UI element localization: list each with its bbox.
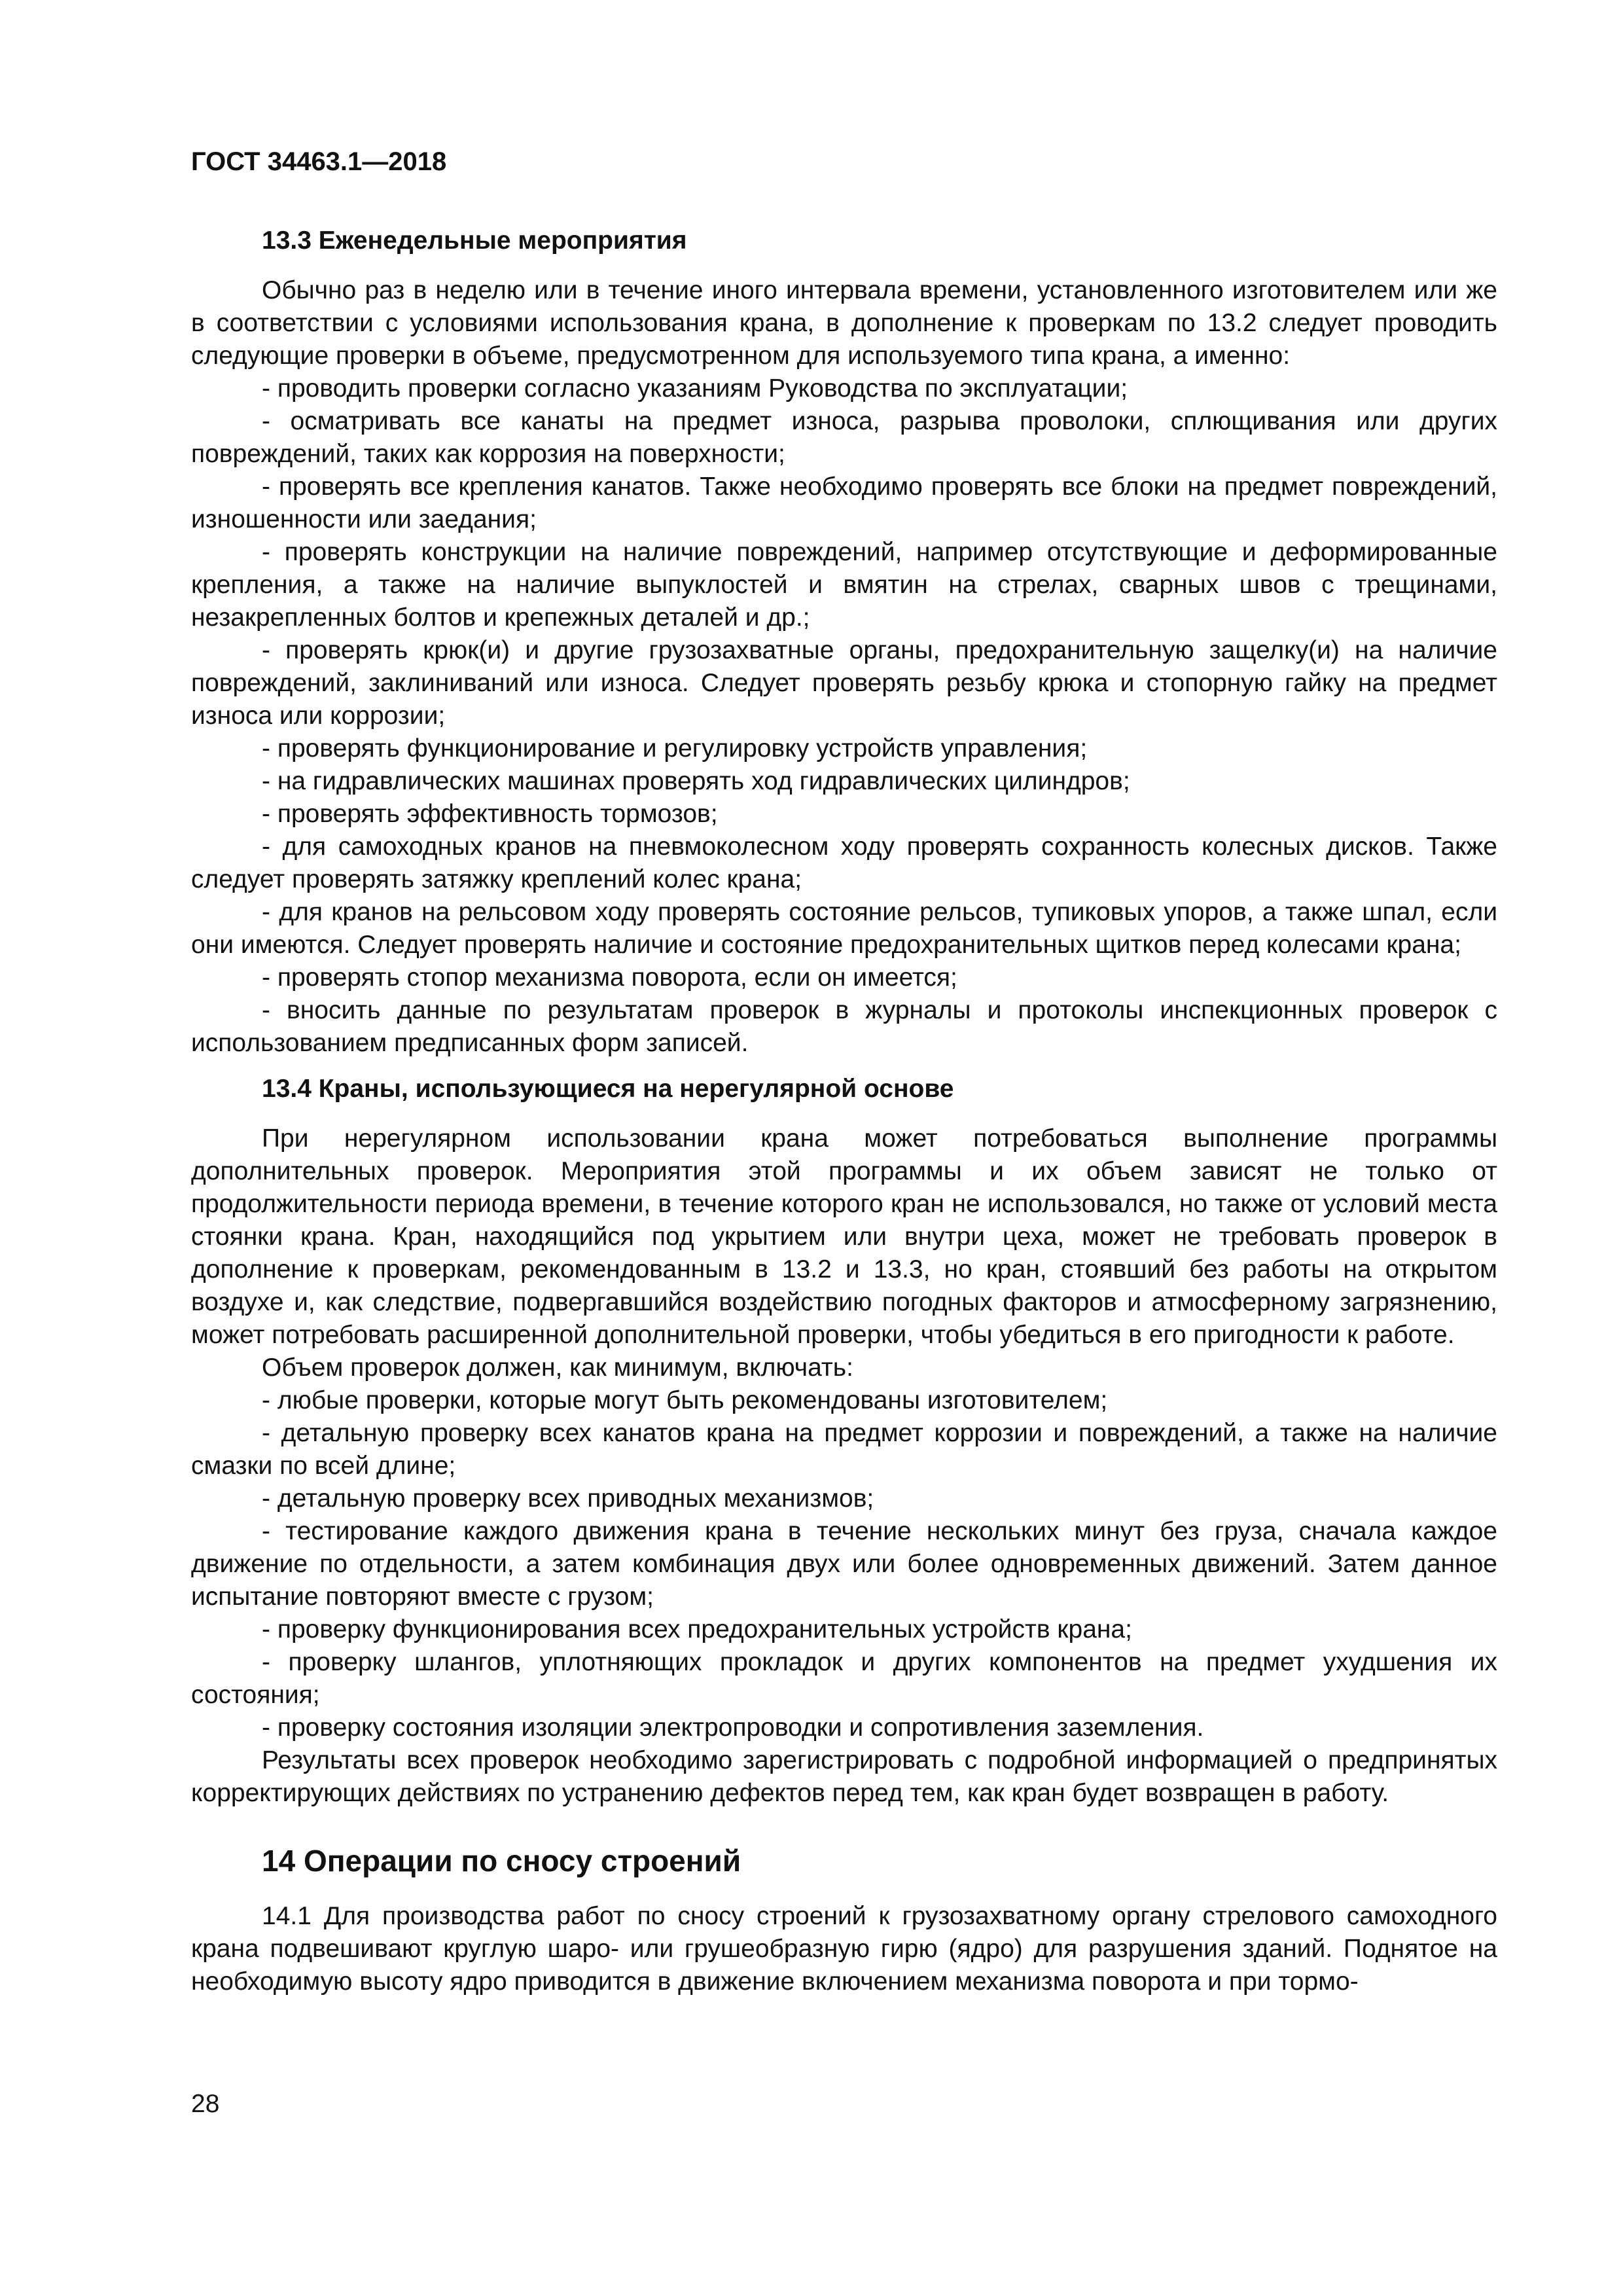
paragraph: - проверять все крепления канатов. Также необходимо проверять все блоки на предмет повреждений, изношенности или заедания; bbox=[191, 473, 1497, 533]
paragraph: - детальную проверку всех приводных механизмов; bbox=[262, 1484, 874, 1513]
paragraph: - проверять функционирование и регулировку устройств управления; bbox=[262, 734, 1088, 762]
paragraph: - тестирование каждого движения крана в течение нескольких минут без груза, сначала каждое движение по отдельности, а затем комбинация двух или более одновременных движений. Затем данное испытание повторяют вместе с грузом; bbox=[191, 1517, 1497, 1611]
paragraph: 14.1 Для производства работ по сносу строений к грузозахватному органу стрелового самоходного крана подвешивают круглую шаро- или грушеобразную гирю (ядро) для разрушения зданий. Поднятое на необходимую высоту ядро приводится в движение включением механизма поворота и при тормо- bbox=[191, 1902, 1497, 1996]
document-page bbox=[191, 0, 1497, 2296]
paragraph: - детальную проверку всех канатов крана на предмет коррозии и повреждений, а также на наличие смазки по всей длине; bbox=[191, 1419, 1497, 1480]
paragraph: - проверять стопор механизма поворота, если он имеется; bbox=[262, 963, 957, 992]
paragraph: Обычно раз в неделю или в течение иного интервала времени, установленного изготовителем или же в соответствии с условиями использования крана, в дополнение к проверкам по 13.2 следует проводить следующие проверки в объеме, предусмотренном для используемого типа крана, а именно: bbox=[191, 276, 1497, 370]
section-14-body bbox=[191, 1900, 1497, 1998]
paragraph: - любые проверки, которые могут быть рекомендованы изготовителем; bbox=[262, 1386, 1108, 1414]
paragraph: - проверку шлангов, уплотняющих прокладок и других компонентов на предмет ухудшения их состояния; bbox=[191, 1648, 1497, 1709]
paragraph: - проверку функционирования всех предохранительных устройств крана; bbox=[262, 1615, 1132, 1643]
section-13-3-title: 13.3 Еженедельные мероприятия bbox=[262, 226, 687, 255]
paragraph: - проверять крюк(и) и другие грузозахватные органы, предохранительную защелку(и) на наличие повреждений, заклиниваний или износа. Следует проверять резьбу крюка и стопорную гайку на предмет износа или коррозии; bbox=[191, 636, 1497, 730]
section-13-4-body bbox=[191, 1122, 1497, 1810]
section-13-3-body bbox=[191, 274, 1497, 1060]
paragraph: - вносить данные по результатам проверок в журналы и протоколы инспекционных проверок с использованием предписанных форм записей. bbox=[191, 996, 1497, 1057]
section-13-4-title: 13.4 Краны, использующиеся на нерегулярной основе bbox=[262, 1075, 954, 1103]
paragraph: При нерегулярном использовании крана может потребоваться выполнение программы дополнительных проверок. Мероприятия этой программы и их объем зависят не только от продолжительности периода времени, в течение которого кран не использовался, но также от условий места стоянки крана. Кран, находящийся под укрытием или внутри цеха, может не требовать проверок в дополнение к проверкам, рекомендованным в 13.2 и 13.3, но кран, стоявший без работы на открытом воздухе и, как следствие, подвергавшийся воздействию погодных факторов и атмосферному загрязнению, может потребовать расширенной дополнительной проверки, чтобы убедиться в его пригодности к работе. bbox=[191, 1124, 1497, 1349]
paragraph: - на гидравлических машинах проверять ход гидравлических цилиндров; bbox=[262, 767, 1130, 795]
section-14-title: 14 Операции по сносу строений bbox=[262, 1844, 741, 1878]
paragraph: - для самоходных кранов на пневмоколесном ходу проверять сохранность колесных дисков. Также следует проверять затяжку креплений колес крана; bbox=[191, 833, 1497, 893]
paragraph: Результаты всех проверок необходимо зарегистрировать с подробной информацией о предпринятых корректирующих действиях по устранению дефектов перед тем, как кран будет возвращен в работу. bbox=[191, 1746, 1497, 1807]
page-content bbox=[191, 224, 1497, 1998]
paragraph: - осматривать все канаты на предмет износа, разрыва проволоки, сплющивания или других повреждений, таких как коррозия на поверхности; bbox=[191, 407, 1497, 468]
paragraph: - проверять конструкции на наличие повреждений, например отсутствующие и деформированные крепления, а также на наличие выпуклостей и вмятин на стрелах, сварных швов с трещинами, незакрепленных болтов и крепежных деталей и др.; bbox=[191, 538, 1497, 632]
paragraph: Объем проверок должен, как минимум, включать: bbox=[262, 1354, 853, 1382]
paragraph: - проверку состояния изоляции электропроводки и сопротивления заземления. bbox=[262, 1713, 1204, 1742]
paragraph: - для кранов на рельсовом ходу проверять состояние рельсов, тупиковых упоров, а также шпал, если они имеются. Следует проверять наличие и состояние предохранительных щитков перед колесами крана; bbox=[191, 898, 1497, 959]
page-number: 28 bbox=[191, 2090, 220, 2118]
paragraph: - проверять эффективность тормозов; bbox=[262, 800, 718, 828]
document-code-header: ГОСТ 34463.1—2018 bbox=[191, 147, 447, 176]
paragraph: - проводить проверки согласно указаниям Руководства по эксплуатации; bbox=[262, 374, 1128, 403]
